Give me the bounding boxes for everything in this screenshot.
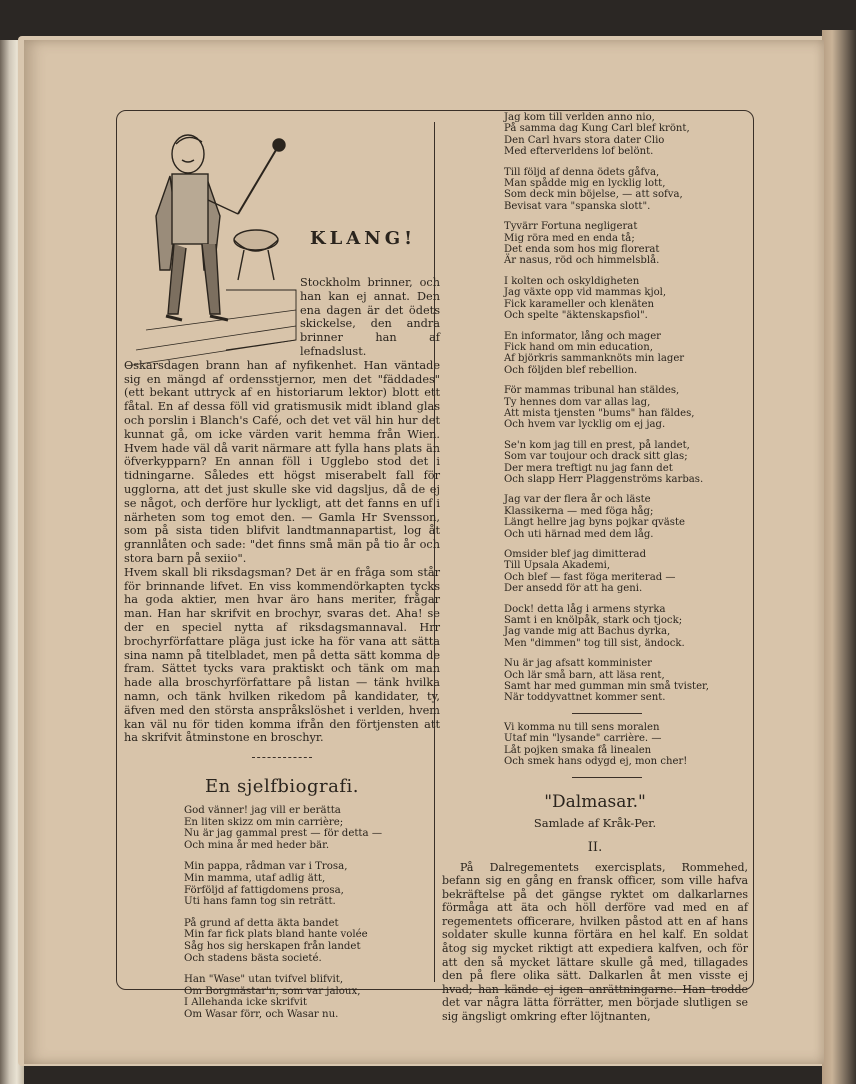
section-rule xyxy=(572,777,642,778)
dalmasar-byline: Samlade af Kråk-Per. xyxy=(533,815,657,830)
poem-stanza: Tyvärr Fortuna negligerat Mig röra med en enda tå; Det enda som hos mig florerat Är nasus, röd och himmelsblå. xyxy=(504,221,660,267)
sjelfbiografi-stanza: God vänner! jag vill er berätta En liten skizz om min carrière; Nu är jag gammal prest — för detta — Och mina år med heder bär. xyxy=(184,805,383,851)
poem-stanza: Jag kom till verlden anno nio, På samma dag Kung Carl blef krönt, Den Carl hvars stora dater Clio Med efterverldens lof belönt. xyxy=(504,112,690,158)
poem-stanza: Omsider blef jag dimitterad Till Upsala Akademi, Och blef — fast föga meriterad — Der ansedd för att ha geni. xyxy=(504,549,676,595)
poem-stanza: Jag var der flera år och läste Klassikerna — med föga håg; Längt hellre jag byns pojkar qväste Och uti härnad med dem låg. xyxy=(504,494,685,540)
dalmasar-body: På Dalregementets exercisplats, Rommehed, befann sig en gång en fransk officer, som ville hafva bekräftelse på det gängse ryktet om dalkarlarnes förmåga att äta och höll derföre vad med en af regementets officerare, hvilken påstod att en af hans soldater skulle kunna förtära en hel kalf. En soldat åtog sig mycket riktigt att expediera kalfven, och för att den så mycket lättare skulle gå med, tillagades den på flere olika sätt. Dalkarlen åt men visste ej hvad; han kände ej igen anrättningarne. Han trodde det var några lätta förrätter, men började slutligen se sig ängsligt omkring efter löjtnanten, xyxy=(442,860,748,1024)
poem-stanza: En informator, lång och mager Fick hand om min education, Af björkris sammanknöts min lager Och följden blef rebellion. xyxy=(504,330,685,376)
poem-stanza: Vi komma nu till sens moralen Utaf min "lysande" carrière. — Låt pojken smaka få linealen Och smek hans odygd ej, mon cher! xyxy=(504,721,688,768)
section-rule xyxy=(252,757,312,758)
left-column xyxy=(124,124,442,1020)
klang-title: KLANG! xyxy=(310,228,416,249)
poem-stanza: För mammas tribunal han stäldes, Ty hennes dom var allas lag, Att mista tjensten "bums" han fäldes, Och hvem var lycklig om ej jag. xyxy=(504,385,695,431)
sjelfbiografi-stanza: Min pappa, rådman var i Trosa, Min mamma, utaf adlig ätt, Förföljd af fattigdomens prosa, Uti hans famn tog sin reträtt. xyxy=(184,861,348,908)
adjacent-page-edge xyxy=(822,30,856,1084)
poem-stanza: Se'n kom jag till en prest, på landet, Som var toujour och drack sitt glas; Der mera treftigt nu jag fann det Och slapp Herr Plaggenströms karbas. xyxy=(504,439,704,485)
poem-stanza: Dock! detta låg i armens styrka Samt i en knölpåk, stark och tjock; Jag vande mig att Bachus dyrka, Men "dimmen" tog till sist, ändock. xyxy=(504,603,685,649)
stanza-rule xyxy=(572,713,642,714)
klang-paragraph-2: Hvem skall bli riksdagsman? Det är en fråga som står för brinnande lifvet. En viss kommendörkapten tycks ha goda aktier, men hvar äro hans meriter, frågar man. Han har skrifvit en brochyr, svaras det. Aha! se der en speciel nytta af riksdagsmannaval. Hrr brochyrförfattare pläga just icke ha för vana att sätta sina namn på titelbladet, men på detta sätt komma de fram. Sättet tycks vara praktiskt och tänk om man hade alla broschyrförfattare på listan — tänk hvilka namn, och tänk hvilken rikedom på kandidater, ty, äfven med den största anspråkslöshet i verlden, hvem kan väl nu för tiden komma ifrån den förtjensten att ha skrifvit åtminstone en broschyr. xyxy=(124,565,440,745)
sjelfbiografi-stanza: På grund af detta äkta bandet Min far fick plats bland hante volée Såg hos sig herskapen från landet Och stadens bästa societé. xyxy=(184,917,368,964)
sjelfbiografi-title: En sjelfbiografi. xyxy=(205,776,359,798)
poem-stanza: I kolten och oskyldigheten Jag växte opp vid mammas kjol, Fick karameller och klenäten Och spelte "äktenskapsfiol". xyxy=(504,275,667,322)
right-column xyxy=(442,112,748,1024)
klang-article xyxy=(124,276,440,1031)
dalmasar-title: "Dalmasar." xyxy=(544,791,646,812)
sjelfbiografi-stanza: Han "Wase" utan tvifvel blifvit, Om Borgmästar'n, som var jaloux, I Allehanda icke skrifvit Om Wasar förr, och Wasar nu. xyxy=(184,974,361,1020)
klang-paragraph-1: Stockholm brinner, och han kan ej annat. Den ena dagen är det ödets skickelse, den andra brinner han af lefnadslust. Oskarsdagen brann han af nyfikenhet. Han väntade sig en mängd af ordensstjernor, men det "fäddades" (ett bekant uttryck af en historiarum lektor) blott ett fåtal. En af dessa föll vid gratismusik midt ibland glas och porslin i Blanch's Café, och det vet väl hin hur det kunnat gå, om icke värden varit hemma från Wien. Hvem hade väl då varit närmare att fylla hans plats än öfverkypparn? En annan föll i Ugglebo stod det i tidningarne. Således ett högst miserabelt fall för ugglorna, att det just skulle ske vid dagsljus, då de ej se något, och derföre hur lyckligt, att det fanns en uf i närheten som tog emot den. — Gamla Hr Svensson, som på sista tiden blifvit landtmannapartist, log åt grannlåten och sade: "det finns små män på tio år och stora barn på sexiio". xyxy=(124,276,440,565)
poem-stanza: Till följd af denna ödets gåfva, Man spådde mig en lycklig lott, Som deck min böjelse, — att sofva, Bevisat vara "spanska slott". xyxy=(504,166,683,212)
newspaper-page xyxy=(24,40,824,1064)
dalmasar-section-number: II. xyxy=(587,839,603,855)
illustration-wrap-space xyxy=(124,246,300,348)
poem-stanza: Nu är jag afsatt komminister Och lär små barn, att läsa rent, Samt har med gumman min små tvister, När toddyvattnet kommer sent. xyxy=(504,658,709,704)
